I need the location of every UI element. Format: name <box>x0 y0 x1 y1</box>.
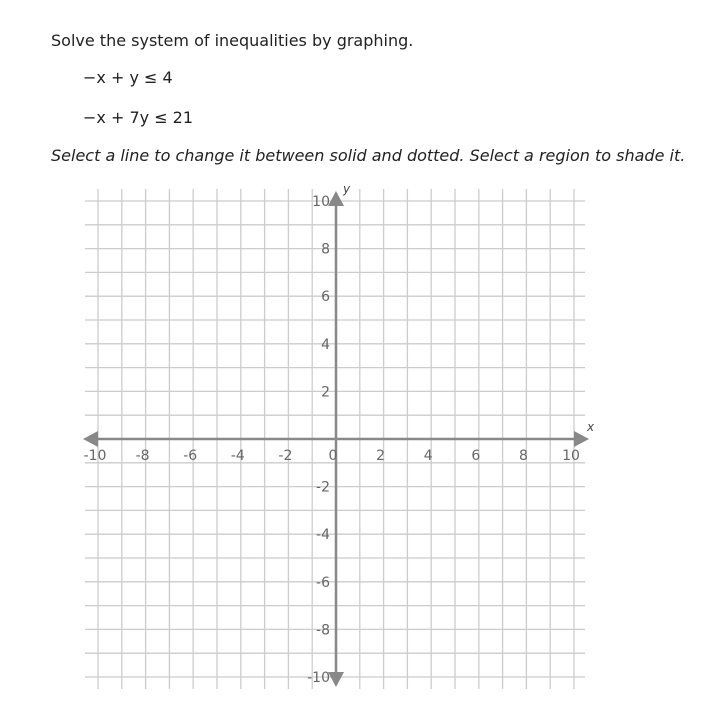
y-axis-label: y <box>343 182 351 196</box>
x-tick-label: -10 <box>83 448 107 464</box>
x-tick-label: 4 <box>423 448 433 464</box>
y-tick-label: -6 <box>316 574 330 591</box>
y-tick-label: 4 <box>321 336 330 353</box>
y-tick-label: 8 <box>321 241 330 258</box>
y-axis-up-arrow-icon <box>328 191 344 206</box>
y-axis-down-arrow-icon <box>328 672 344 687</box>
x-tick-label: 10 <box>562 448 580 464</box>
x-tick-label: 0 <box>328 448 338 464</box>
inequality-2: −x + 7y ≤ 21 <box>83 108 194 127</box>
axes <box>83 191 589 687</box>
y-tick-label: 10 <box>312 194 330 210</box>
x-tick-label: 6 <box>471 448 481 464</box>
y-tick-label: -8 <box>316 622 330 639</box>
y-tick-label: -4 <box>316 527 330 544</box>
x-axis-label: x <box>587 420 595 434</box>
x-tick-label: -8 <box>135 448 150 464</box>
x-tick-label: -4 <box>230 448 245 464</box>
y-tick-label: 2 <box>321 384 330 401</box>
question-prompt: Solve the system of inequalities by graphing. <box>51 31 414 50</box>
inequality-1: −x + y ≤ 4 <box>83 68 173 87</box>
x-tick-label: -6 <box>183 448 198 464</box>
y-tick-label: -10 <box>307 670 330 686</box>
y-tick-label: -2 <box>316 479 330 496</box>
y-tick-label: 6 <box>321 289 330 306</box>
x-tick-label: -2 <box>278 448 293 464</box>
x-tick-label: 2 <box>376 448 386 464</box>
instruction-text: Select a line to change it between solid and dotted. Select a region to shade it. <box>51 146 686 165</box>
x-axis-left-arrow-icon <box>83 431 98 447</box>
x-tick-label: 8 <box>518 448 528 464</box>
tick-labels <box>84 182 595 686</box>
